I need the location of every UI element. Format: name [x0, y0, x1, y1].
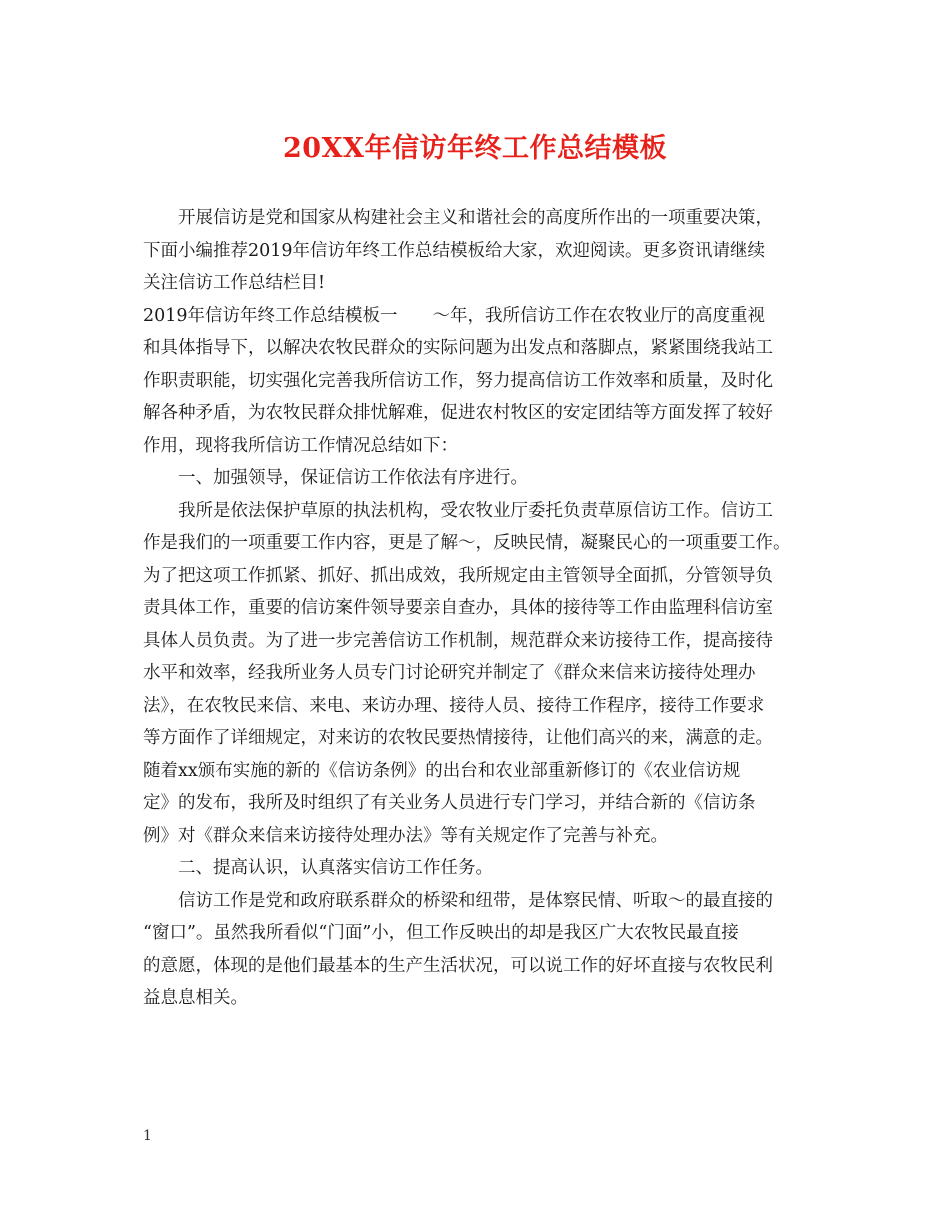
text-line: 作用，现将我所信访工作情况总结如下：	[143, 435, 458, 456]
text-line: 和具体指导下，以解决农牧民群众的实际问题为出发点和落脚点，紧紧围绕我站工	[143, 338, 773, 358]
text-line: 例》对《群众来信来访接待处理办法》等有关规定作了完善与补充。	[143, 825, 668, 846]
text-line: 开展信访是党和国家从构建社会主义和谐社会的高度所作出的一项重要决策，	[178, 208, 773, 228]
text-line: “窗口”。虽然我所看似“门面”小，但工作反映出的却是我区广大农牧民最直接	[143, 923, 739, 943]
text-line: 作职责职能，切实强化完善我所信访工作，努力提高信访工作效率和质量，及时化	[143, 370, 773, 391]
text-line: 责具体工作，重要的信访案件领导要亲自查办，具体的接待等工作由监理科信访室	[143, 598, 773, 618]
text-line: 作是我们的一项重要工作内容，更是了解～，反映民情，凝聚民心的一项重要工作。	[143, 533, 791, 553]
text-line: 下面小编推荐2019年信访年终工作总结模板给大家，欢迎阅读。更多资讯请继续	[143, 240, 766, 261]
text-line: 解各种矛盾，为农牧民群众排忧解难，促进农村牧区的安定团结等方面发挥了较好	[143, 403, 773, 423]
text-line: 的意愿，体现的是他们最基本的生产生活状况，可以说工作的好坏直接与农牧民利	[143, 955, 773, 976]
text-line: 等方面作了详细规定，对来访的农牧民要热情接待，让他们高兴的来，满意的走。	[143, 728, 773, 748]
text-line: 2019年信访年终工作总结模板一 ～年，我所信访工作在农牧业厅的高度重视	[143, 305, 766, 326]
text-line: 定》的发布，我所及时组织了有关业务人员进行专门学习，并结合新的《信访条	[143, 793, 756, 813]
document-title: 20XX年信访年终工作总结模板	[283, 133, 667, 164]
text-line: 随着xx颁布实施的新的《信访条例》的出台和农业部重新修订的《农业信访规	[143, 760, 741, 781]
page-number: 1	[143, 1128, 152, 1144]
text-line: 信访工作是党和政府联系群众的桥梁和纽带，是体察民情、听取～的最直接的	[178, 890, 773, 911]
text-line: 水平和效率，经我所业务人员专门讨论研究并制定了《群众来信来访接待处理办	[143, 663, 756, 683]
text-line: 法》，在农牧民来信、来电、来访办理、接待人员、接待工作程序，接待工作要求	[143, 695, 765, 716]
text-line: 我所是依法保护草原的执法机构，受农牧业厅委托负责草原信访工作。信访工	[178, 500, 773, 521]
text-line: 一、加强领导，保证信访工作依法有序进行。	[178, 468, 528, 488]
text-line: 关注信访工作总结栏目!	[143, 273, 326, 293]
text-line: 具体人员负责。为了进一步完善信访工作机制，规范群众来访接待工作，提高接待	[143, 630, 773, 651]
text-line: 为了把这项工作抓紧、抓好、抓出成效，我所规定由主管领导全面抓，分管领导负	[143, 565, 773, 586]
text-line: 二、提高认识，认真落实信访工作任务。	[178, 858, 493, 878]
document-body	[143, 202, 823, 1015]
text-line: 益息息相关。	[143, 988, 248, 1008]
